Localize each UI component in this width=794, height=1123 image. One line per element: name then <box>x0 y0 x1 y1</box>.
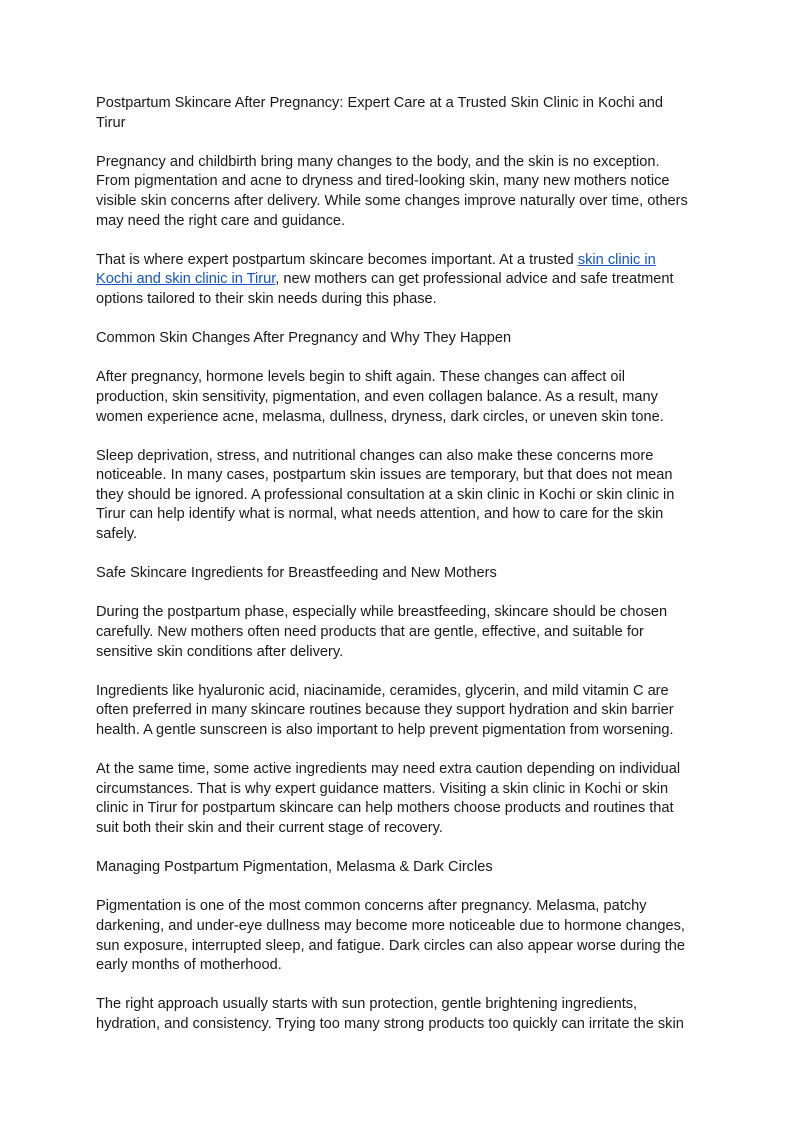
section-3-paragraph-1: Pigmentation is one of the most common concerns after pregnancy. Melasma, patchy darkening, and under-eye dullness may become more noticeable due to hormone changes, sun exposure, interrupted sleep, and fatigue. Dark circles can also appear worse during the early months of motherhood. <box>96 898 685 974</box>
intro-p2-before-link: That is where expert postpartum skincare becomes important. At a trusted <box>96 251 578 268</box>
section-1-paragraph-1: After pregnancy, hormone levels begin to shift again. These changes can affect oil production, skin sensitivity, pigmentation, and even collagen balance. As a result, many women experience acne, melasma, dullness, dryness, dark circles, or uneven skin tone. <box>96 369 664 425</box>
section-2-paragraph-3: At the same time, some active ingredients may need extra caution depending on individual circumstances. That is why expert guidance matters. Visiting a skin clinic in Kochi or skin clinic in Tirur for postpartum skincare can help mothers choose products and routines that suit both their skin and their current stage of recovery. <box>96 761 681 836</box>
section-3-heading: Managing Postpartum Pigmentation, Melasma & Dark Circles <box>96 859 493 876</box>
section-1-heading: Common Skin Changes After Pregnancy and Why They Happen <box>96 330 512 347</box>
section-2-heading: Safe Skincare Ingredients for Breastfeeding and New Mothers <box>96 565 497 582</box>
section-1-paragraph-2: Sleep deprivation, stress, and nutritional changes can also make these concerns more noticeable. In many cases, postpartum skin issues are temporary, but that does not mean they should be ignored. A professional consultation at a skin clinic in Kochi or skin clinic in Tirur can help identify what is normal, what needs attention, and how to care for the skin safely. <box>96 447 675 543</box>
document-page <box>96 94 696 1054</box>
section-3-paragraph-2: The right approach usually starts with sun protection, gentle brightening ingredients, hydration, and consistency. Trying too many strong products too quickly can irritate the skin <box>96 996 684 1032</box>
intro-p2-after-link: , new mothers can get professional advice and safe treatment options tailored to their skin needs during this phase. <box>96 271 674 307</box>
intro-paragraph-1: Pregnancy and childbirth bring many changes to the body, and the skin is no exception. From pigmentation and acne to dryness and tired-looking skin, many new mothers notice visible skin concerns after delivery. While some changes improve naturally over time, others may need the right care and guidance. <box>96 153 688 229</box>
intro-paragraph-2 <box>96 251 696 310</box>
section-2-paragraph-2: Ingredients like hyaluronic acid, niacinamide, ceramides, glycerin, and mild vitamin C are often preferred in many skincare routines because they support hydration and skin barrier health. A gentle sunscreen is also important to help prevent pigmentation from worsening. <box>96 682 674 738</box>
section-2-paragraph-1: During the postpartum phase, especially while breastfeeding, skincare should be chosen carefully. New mothers often need products that are gentle, effective, and suitable for sensitive skin conditions after delivery. <box>96 604 668 660</box>
document-title: Postpartum Skincare After Pregnancy: Expert Care at a Trusted Skin Clinic in Kochi and Tirur <box>96 95 663 131</box>
skin-clinic-link[interactable]: skin clinic in Kochi and skin clinic in Tirur <box>96 251 656 288</box>
